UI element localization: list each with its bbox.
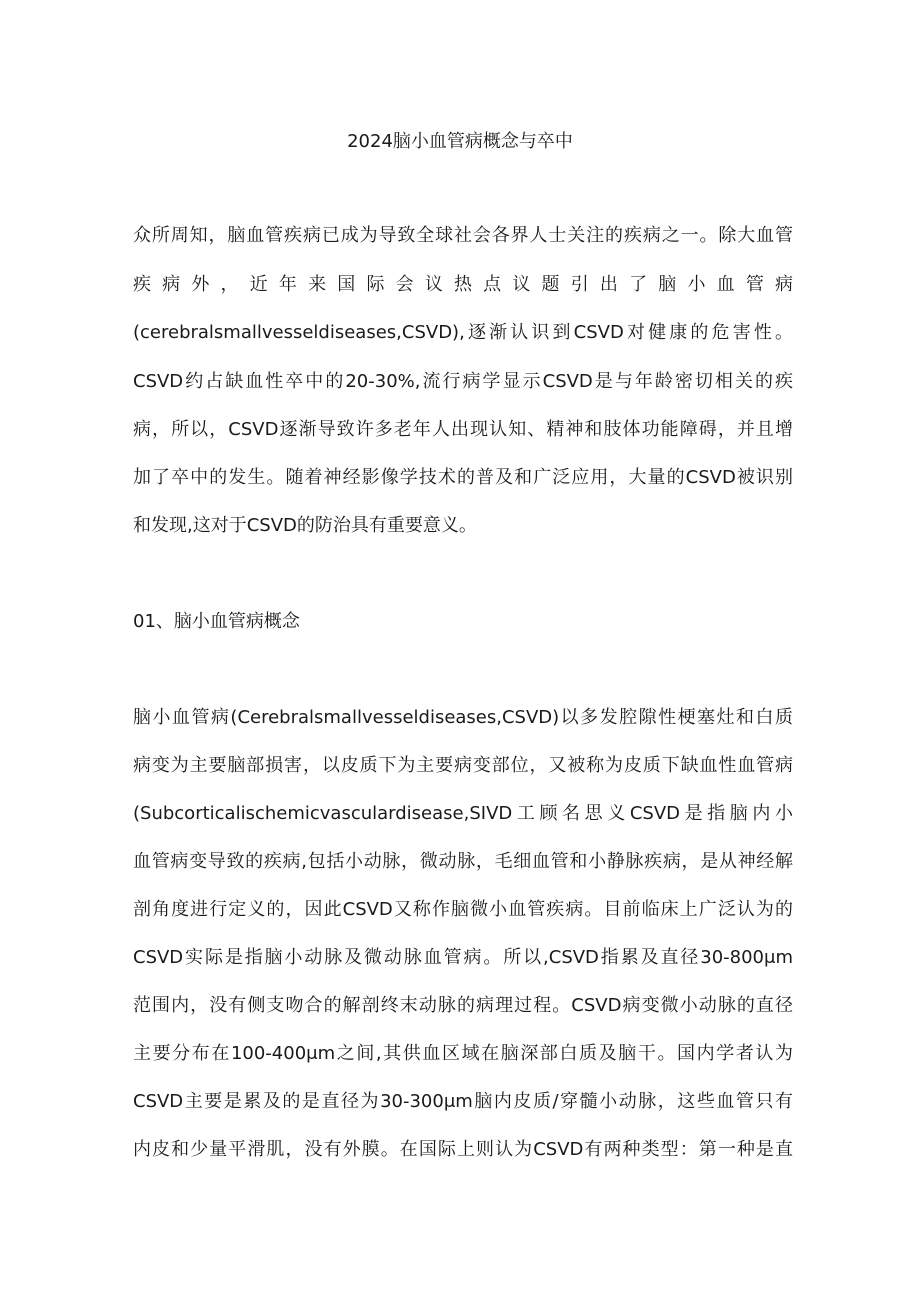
section-line: 病变为主要脑部损害，以皮质下为主要病变部位，又被称为皮质下缺血性血管病	[133, 755, 793, 776]
intro-line: (cerebralsmallvesseldiseases,CSVD),逐渐认识到CSVD对健康的危害性。	[133, 322, 793, 343]
section-line: 血管病变导致的疾病,包括小动脉，微动脉，毛细血管和小静脉疾病，是从神经解	[133, 851, 793, 872]
section-line: 脑小血管病(Cerebralsmallvesseldiseases,CSVD)以多发腔隙性梗塞灶和白质	[133, 707, 793, 728]
section-heading: 01、脑小血管病概念	[133, 611, 300, 632]
section-line: 主要分布在100-400μm之间,其供血区域在脑深部白质及脑干。国内学者认为	[133, 1043, 793, 1064]
section-line: 内皮和少量平滑肌，没有外膜。在国际上则认为CSVD有两种类型：第一种是直	[133, 1139, 793, 1160]
section-line: CSVD实际是指脑小动脉及微动脉血管病。所以,CSVD指累及直径30-800μm	[133, 947, 793, 968]
intro-line: 加了卒中的发生。随着神经影像学技术的普及和广泛应用，大量的CSVD被识别	[133, 467, 793, 488]
intro-line: 疾病外，近年来国际会议热点议题引出了脑小血管病	[133, 274, 793, 295]
section-line: 范围内，没有侧支吻合的解剖终末动脉的病理过程。CSVD病变微小动脉的直径	[133, 995, 793, 1016]
section-line: CSVD主要是累及的是直径为30-300μm脑内皮质/穿髓小动脉，这些血管只有	[133, 1091, 793, 1112]
intro-line: 病，所以，CSVD逐渐导致许多老年人出现认知、精神和肢体功能障碍，并且增	[133, 419, 793, 440]
section-line: 剖角度进行定义的，因此CSVD又称作脑微小血管疾病。目前临床上广泛认为的	[133, 899, 793, 920]
intro-line: 和发现,这对于CSVD的防治具有重要意义。	[133, 515, 477, 536]
intro-line: CSVD约占缺血性卒中的20-30%,流行病学显示CSVD是与年龄密切相关的疾	[133, 371, 793, 392]
document-title: 2024脑小血管病概念与卒中	[347, 131, 573, 152]
intro-line: 众所周知，脑血管疾病已成为导致全球社会各界人士关注的疾病之一。除大血管	[133, 225, 793, 246]
section-line: (Subcorticalischemicvasculardisease,SIVD工顾名思义CSVD是指脑内小	[133, 803, 793, 824]
